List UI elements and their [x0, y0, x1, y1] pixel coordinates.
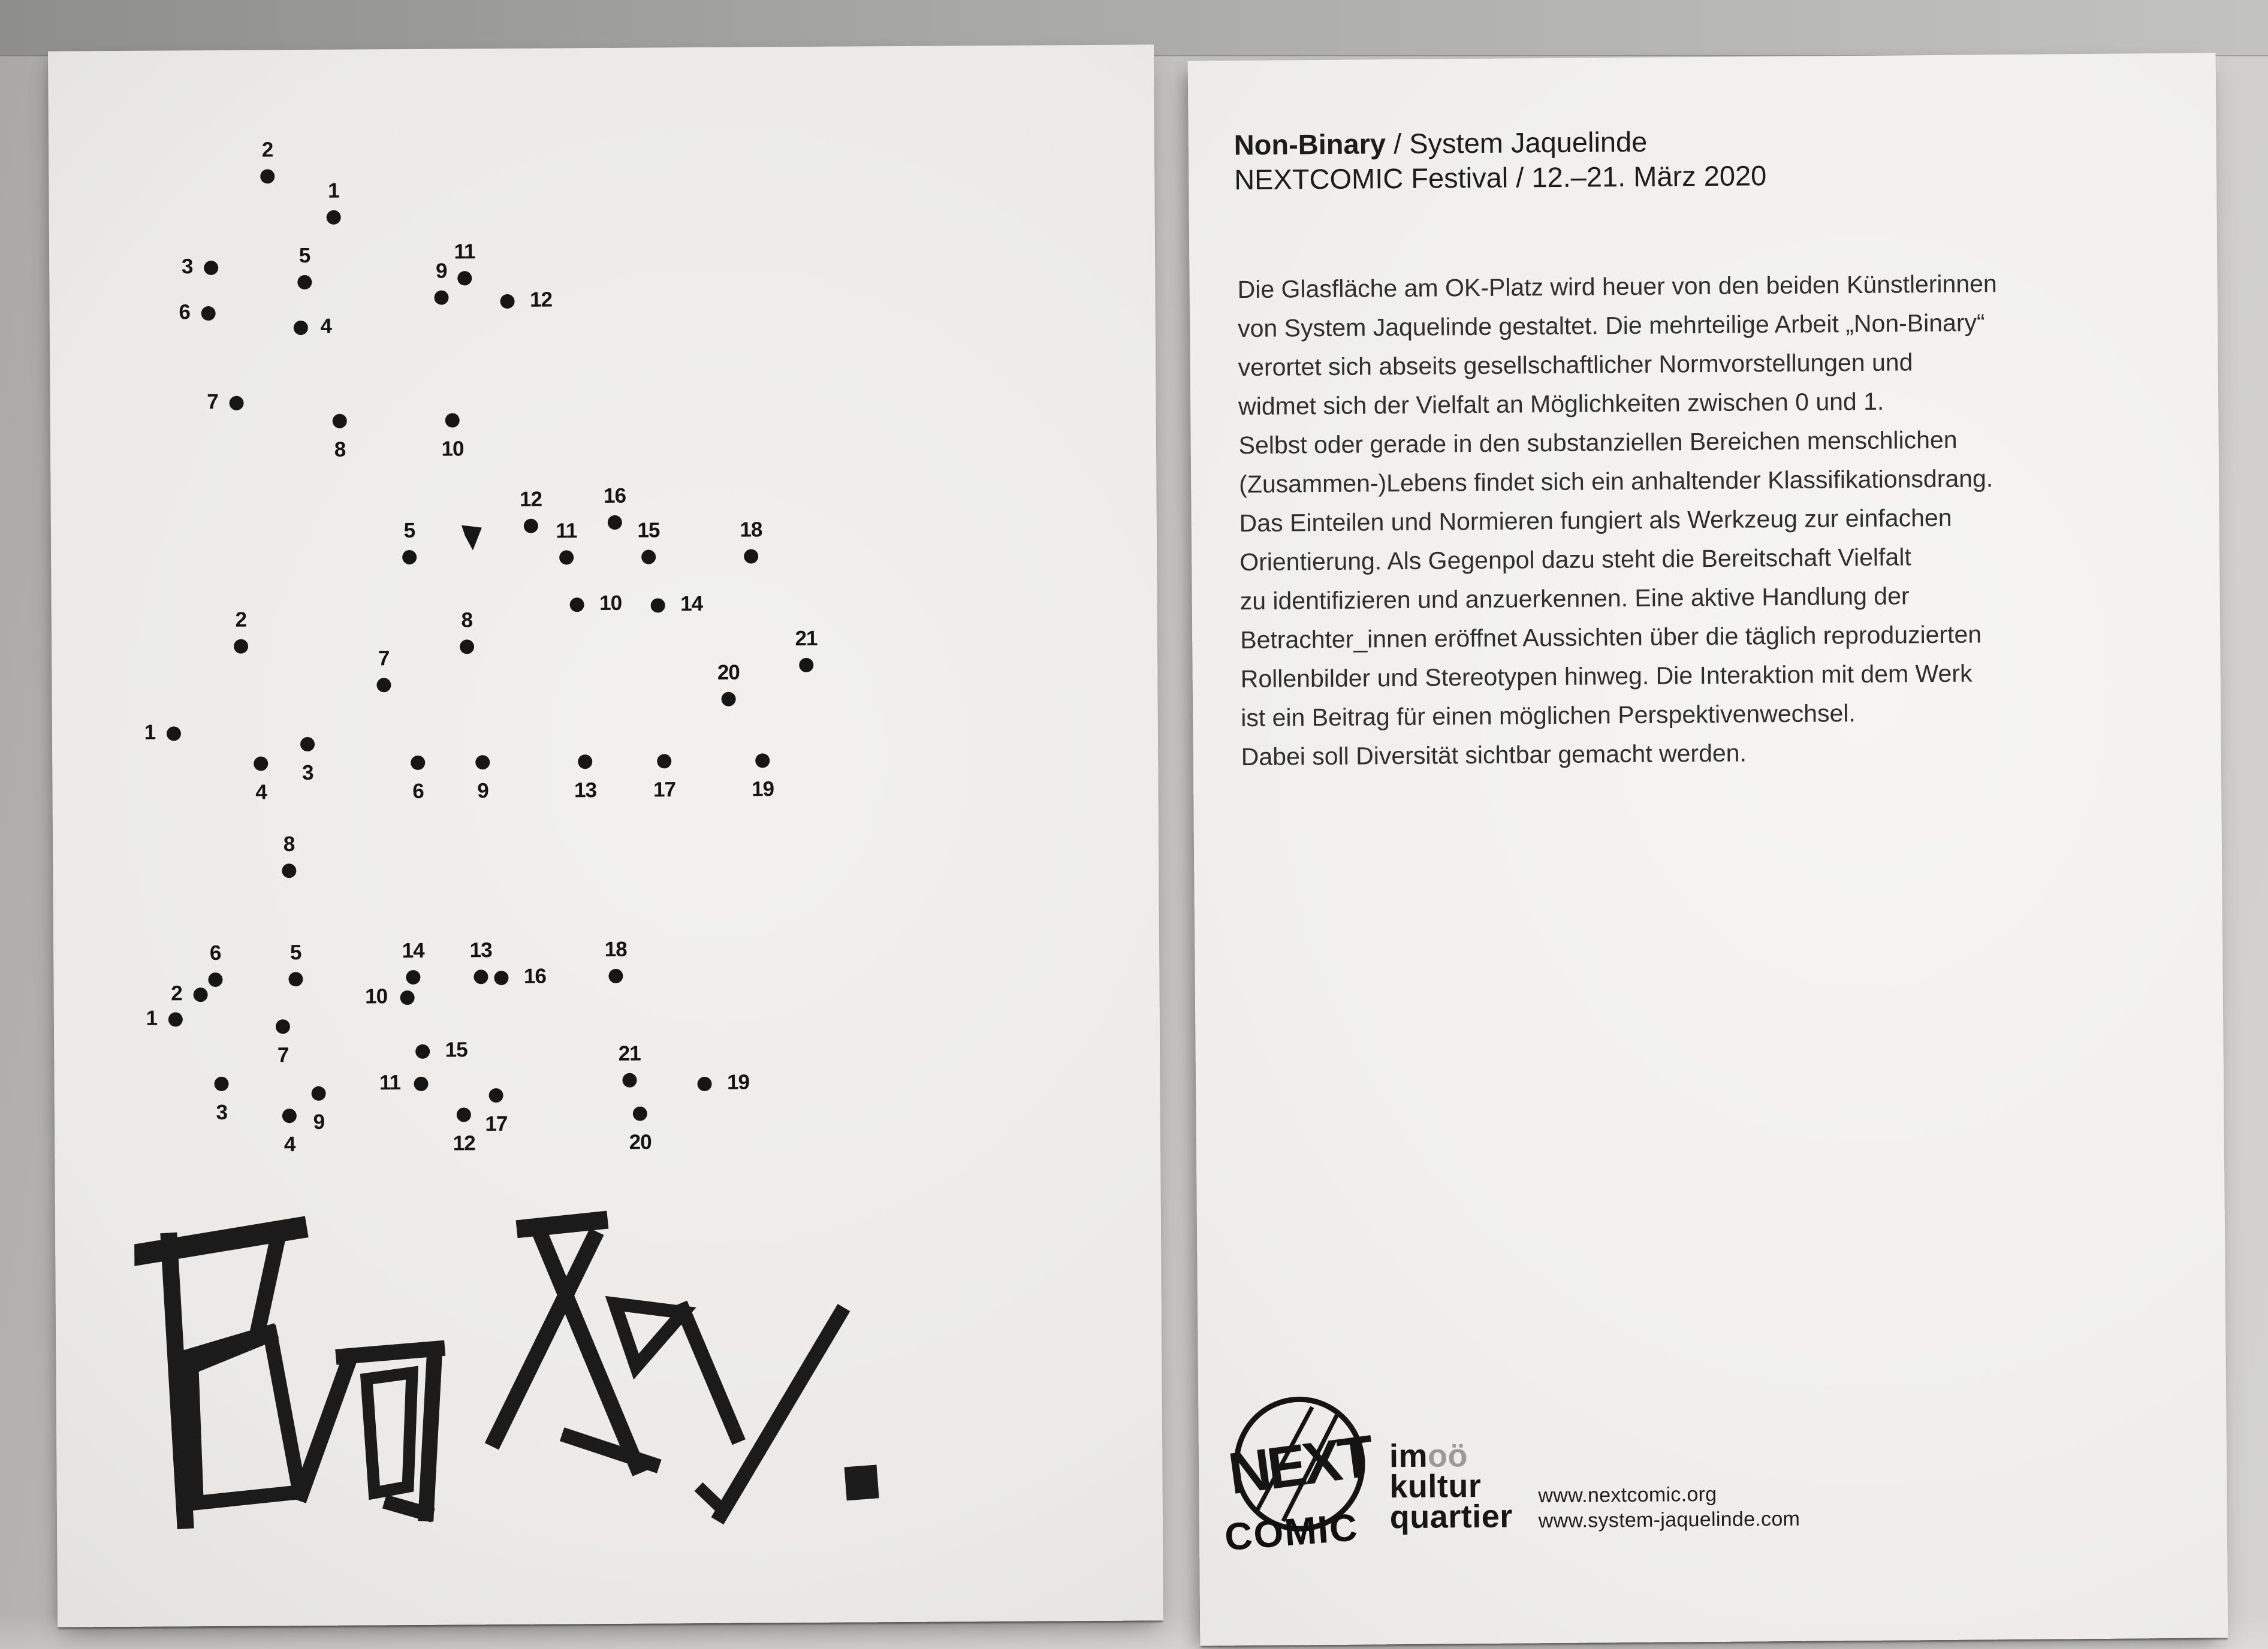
logo-comic-text: COMIC: [1223, 1505, 1360, 1559]
puzzle-dot: [434, 291, 448, 305]
puzzle-dot-number: 7: [378, 647, 390, 671]
puzzle-dot: [234, 639, 248, 654]
kulturquartier-logo: [1389, 1437, 1513, 1536]
puzzle-dot-number: 1: [146, 1006, 158, 1030]
puzzle-dot-number: 12: [453, 1131, 475, 1155]
puzzle-dot: [657, 754, 671, 768]
puzzle-dot-number: 9: [435, 259, 447, 283]
url-system-jaquelinde: www.system-jaquelinde.com: [1538, 1507, 1800, 1533]
puzzle-dot-number: 17: [653, 778, 676, 802]
puzzle-dot-number: 4: [320, 314, 332, 338]
info-card: [1188, 53, 2228, 1645]
puzzle-dot: [524, 519, 538, 533]
puzzle-dot: [799, 658, 813, 672]
puzzle-dot-number: 6: [209, 941, 221, 965]
puzzle-dot: [445, 413, 460, 427]
puzzle-dot: [722, 692, 736, 706]
puzzle-dot: [400, 990, 415, 1005]
puzzle-dot: [460, 639, 474, 654]
puzzle-dot: [651, 598, 665, 612]
puzzle-dot: [294, 321, 308, 335]
puzzle-dot-number: 18: [740, 518, 762, 542]
puzzle-dot: [641, 549, 656, 564]
puzzle-dot: [457, 271, 472, 285]
kultur-line1: [1389, 1437, 1512, 1475]
baby-signature: [134, 1206, 879, 1534]
puzzle-dot: [376, 678, 391, 692]
puzzle-dot-number: 5: [403, 518, 415, 543]
puzzle-dot-number: 10: [599, 591, 622, 615]
puzzle-dot-number: 1: [144, 720, 156, 744]
puzzle-dot-number: 7: [207, 389, 218, 414]
puzzle-dot-number: 8: [283, 832, 295, 856]
puzzle-dot: [168, 1012, 183, 1026]
puzzle-dot: [282, 863, 296, 878]
kultur-line2: kultur: [1389, 1468, 1482, 1505]
puzzle-dot: [282, 1109, 297, 1123]
puzzle-dot: [755, 753, 770, 768]
puzzle-dot-number: 11: [454, 240, 475, 264]
puzzle-dot-number: 18: [604, 937, 627, 962]
puzzle-dot: [473, 970, 488, 984]
puzzle-dot-number: 11: [379, 1071, 401, 1095]
puzzle-dot-number: 4: [284, 1132, 295, 1156]
puzzle-dot: [288, 972, 303, 986]
puzzle-dot-number: 13: [574, 778, 597, 802]
puzzle-dot: [608, 515, 622, 530]
ink-blot: [460, 525, 482, 550]
kultur-oo: oö: [1427, 1437, 1468, 1474]
puzzle-dot-number: 15: [445, 1038, 468, 1062]
puzzle-dot: [489, 1088, 503, 1103]
title-work: Non-Binary: [1233, 128, 1386, 161]
puzzle-dot: [411, 756, 425, 770]
puzzle-dot: [312, 1086, 326, 1101]
puzzle-dot: [744, 549, 758, 563]
kultur-line3: quartier: [1389, 1498, 1513, 1536]
puzzle-dot: [276, 1019, 290, 1034]
puzzle-dot-number: 14: [680, 592, 703, 616]
puzzle-dot: [500, 294, 514, 309]
puzzle-dot: [578, 754, 592, 769]
puzzle-dot-number: 13: [469, 938, 492, 962]
puzzle-dot: [415, 1044, 430, 1059]
puzzle-dot: [327, 210, 341, 225]
puzzle-dot: [208, 973, 222, 987]
puzzle-dot-number: 9: [313, 1110, 325, 1134]
puzzle-dot: [260, 169, 275, 183]
puzzle-dot-number: 4: [255, 780, 267, 804]
puzzle-dot-number: 16: [523, 964, 547, 988]
puzzle-dot-number: 15: [637, 518, 660, 542]
puzzle-dot: [570, 597, 584, 612]
card-subtitle: NEXTCOMIC Festival / 12.–21. März 2020: [1233, 159, 1767, 196]
puzzle-dot-number: 21: [795, 626, 818, 651]
puzzle-dot-number: 10: [441, 437, 464, 461]
puzzle-dot-number: 8: [461, 608, 473, 632]
puzzle-dot: [167, 726, 181, 741]
puzzle-dot-number: 21: [618, 1041, 641, 1065]
puzzle-dot: [633, 1107, 647, 1121]
puzzle-dot: [475, 755, 490, 769]
puzzle-dot-number: 8: [334, 437, 346, 461]
puzzle-dot-number: 19: [751, 777, 774, 801]
puzzle-dot: [204, 261, 218, 275]
puzzle-dot-number: 2: [235, 608, 247, 632]
puzzle-dot-number: 14: [402, 938, 424, 963]
puzzle-dot: [402, 550, 417, 564]
puzzle-dot: [194, 987, 208, 1002]
puzzle-dot-number: 6: [179, 300, 190, 324]
puzzle-dot-number: 10: [365, 984, 388, 1008]
puzzle-dot-number: 5: [298, 243, 310, 268]
title-artist: / System Jaquelinde: [1385, 125, 1648, 160]
nextcomic-logo-icon: [1222, 1394, 1379, 1569]
description-paragraph: Die Glasfläche am OK-Platz wird heuer von den beiden Künstlerinnen von System Jaquelinde gestaltet. Die mehrteilige Arbeit „Non-Binary“ verortet sich abseits gesellschaftlicher Normvorstellungen und widmet sich der Vielfalt an Möglichkeiten zwischen 0 und 1. Selbst oder gerade in den substanziellen Bereichen menschlichen (Zusammen-)Lebens findet sich ein anhaltender Klassifikationsdrang. Das Einteilen und Normieren fungiert als Werkzeug zur einfachen Orientierung. Als Gegenpol dazu steht die Bereitschaft Vielfalt zu identifizieren und anzuerkennen. Eine aktive Handlung der Betrachter_innen eröffnet Aussichten über die täglich reproduzierten Rollenbilder und Stereotypen hinweg. Die Interaktion mit dem Werk ist ein Beitrag für einen möglichen Perspektivenwechsel. Dabei soll Diversität sichtbar gemacht werden.: [1237, 270, 1997, 771]
puzzle-dot: [406, 970, 420, 984]
puzzle-dot-number: 7: [277, 1043, 289, 1067]
puzzle-dot-number: 12: [529, 288, 553, 312]
puzzle-dot: [608, 969, 623, 983]
puzzle-dot: [414, 1077, 428, 1091]
puzzle-dot: [214, 1077, 228, 1091]
puzzle-dot-number: 1: [328, 179, 339, 203]
puzzle-dot-number: 3: [301, 760, 313, 785]
puzzle-dot-number: 20: [717, 660, 740, 684]
puzzle-dot: [254, 756, 268, 771]
card-footer: [1188, 53, 2228, 1645]
puzzle-dot: [494, 971, 508, 985]
puzzle-dot: [333, 414, 347, 428]
signature-period: [845, 1464, 879, 1500]
puzzle-dot-number: 3: [216, 1100, 228, 1124]
puzzle-dot-number: 20: [629, 1130, 652, 1154]
puzzle-dot: [300, 737, 315, 751]
puzzle-dot: [297, 275, 312, 289]
puzzle-dot-number: 5: [289, 941, 301, 965]
puzzle-dot: [457, 1107, 471, 1122]
puzzle-dot: [230, 396, 244, 410]
puzzle-dot-number: 2: [171, 981, 182, 1005]
puzzle-dot-number: 12: [519, 487, 542, 511]
puzzle-dot-number: 3: [181, 255, 193, 279]
puzzle-dot-number: 16: [603, 484, 626, 508]
url-nextcomic: www.nextcomic.org: [1538, 1482, 1717, 1508]
puzzle-dot-number: 6: [412, 779, 424, 803]
puzzle-dot-number: 11: [556, 519, 577, 543]
puzzle-dot: [201, 306, 216, 321]
logo-next-text: NEXT: [1225, 1423, 1374, 1507]
puzzle-dot-number: 9: [477, 779, 488, 803]
puzzle-dot: [559, 550, 574, 564]
connect-the-dots-card: [48, 44, 1163, 1627]
puzzle-dot-number: 17: [485, 1112, 508, 1136]
puzzle-dot-number: 19: [726, 1070, 750, 1094]
website-urls: [1538, 1481, 1800, 1533]
puzzle-dot: [697, 1077, 711, 1091]
puzzle-dot-number: 2: [261, 138, 273, 162]
puzzle-dot: [622, 1073, 637, 1088]
kultur-im: im: [1389, 1437, 1428, 1475]
